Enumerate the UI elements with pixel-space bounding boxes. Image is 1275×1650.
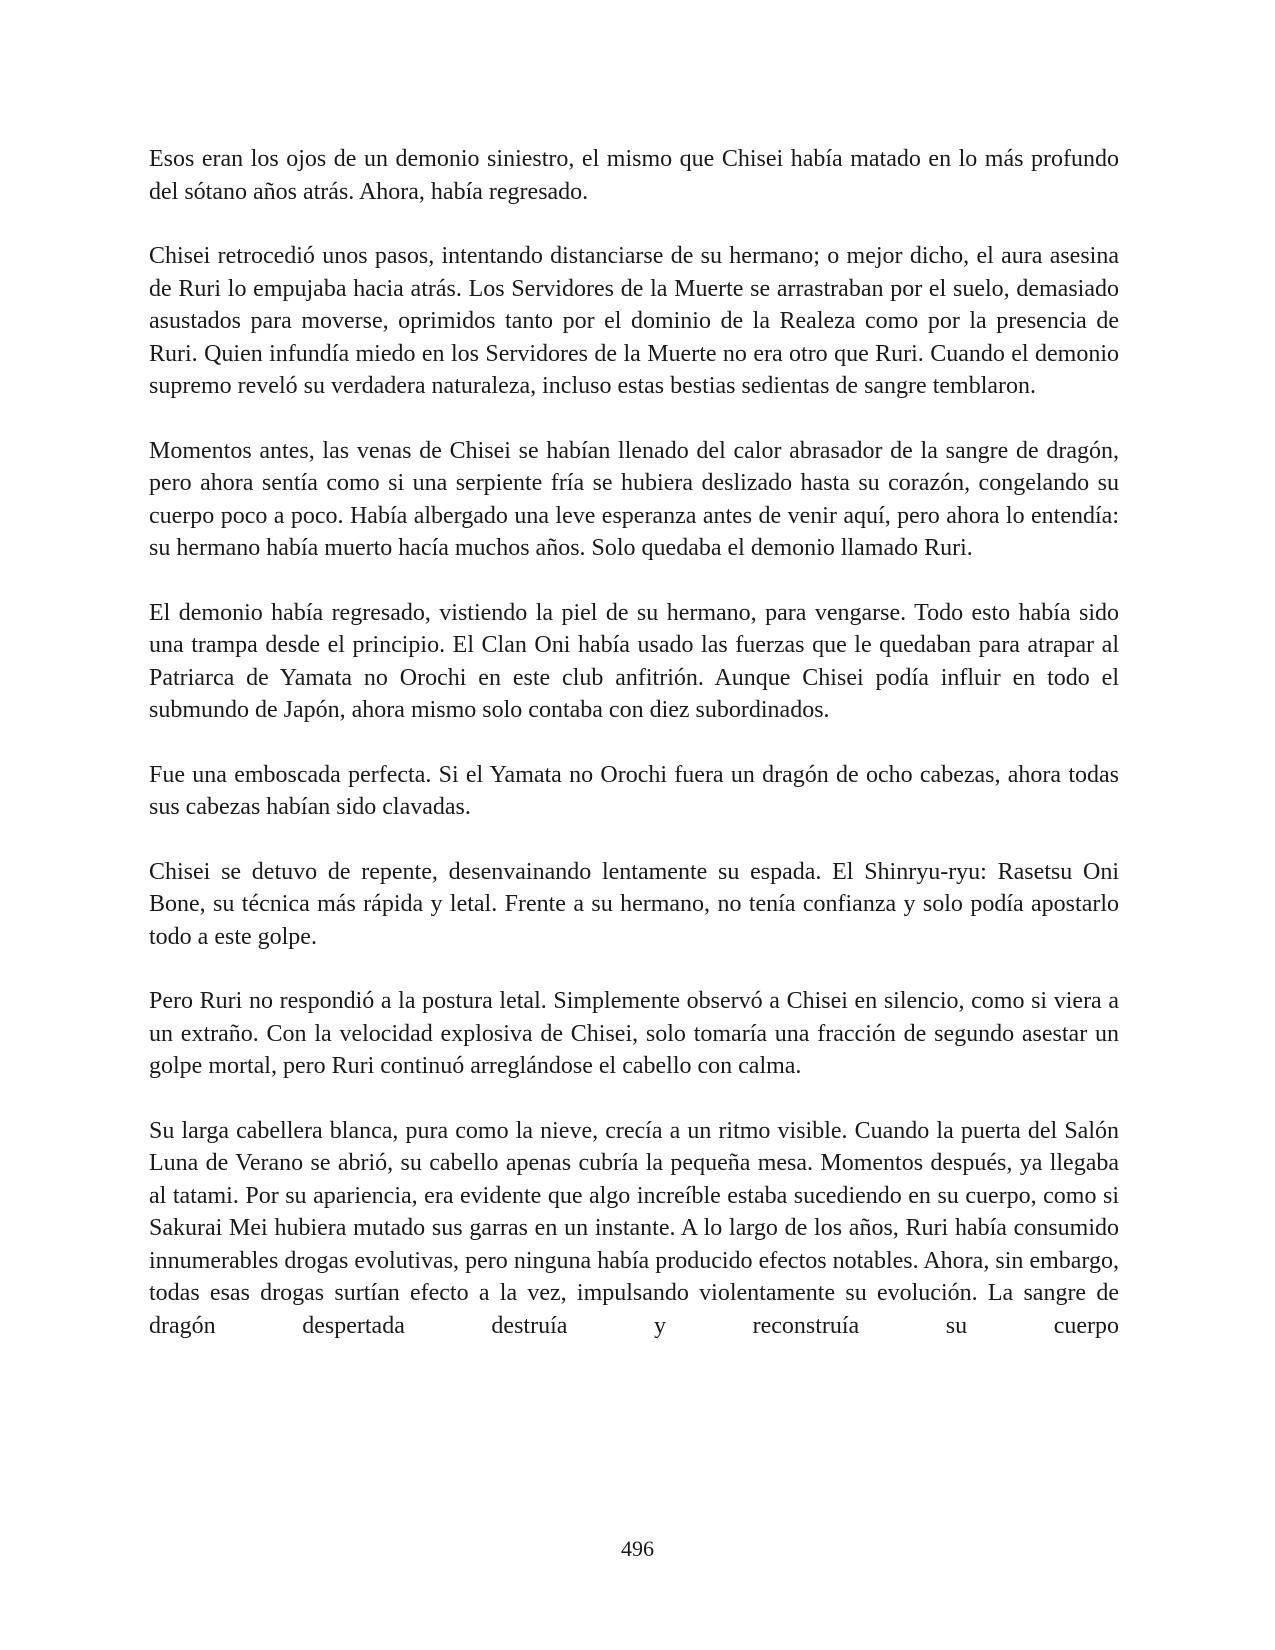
paragraph-1: Esos eran los ojos de un demonio siniestro, el mismo que Chisei había matado en lo más profundo del sótano años atrás. Ahora, había regresado. [149,146,1119,205]
body-text [149,143,1119,1342]
paragraph-2: Chisei retrocedió unos pasos, intentando distanciarse de su hermano; o mejor dicho, el aura asesina de Ruri lo empujaba hacia atrás. Los Servidores de la Muerte se arrastraban por el suelo, demasiado asustados para moverse, oprimidos tanto por el dominio de la Realeza como por la presencia de Ruri. Quien infundía miedo en los Servidores de la Muerte no era otro que Ruri. Cuando el demonio supremo reveló su verdadera naturaleza, incluso estas bestias sedientas de sangre temblaron. [149,243,1119,399]
page-number: 496 [621,1536,654,1561]
paragraph-4: El demonio había regresado, vistiendo la piel de su hermano, para vengarse. Todo esto había sido una trampa desde el principio. El Clan Oni había usado las fuerzas que le quedaban para atrapar al Patriarca de Yamata no Orochi en este club anfitrión. Aunque Chisei podía influir en todo el submundo de Japón, ahora mismo solo contaba con diez subordinados. [149,599,1119,723]
paragraph-6: Chisei se detuvo de repente, desenvainando lentamente su espada. El Shinryu-ryu: Rasetsu Oni Bone, su técnica más rápida y letal. Frente a su hermano, no tenía confianza y solo podía apostarlo todo a este golpe. [149,858,1119,950]
paragraph-8: Su larga cabellera blanca, pura como la nieve, crecía a un ritmo visible. Cuando la puerta del Salón Luna de Verano se abrió, su cabello apenas cubría la pequeña mesa. Momentos después, ya llegaba al tatami. Por su apariencia, era evidente que algo increíble estaba sucediendo en su cuerpo, como si Sakurai Mei hubiera mutado sus garras en un instante. A lo largo de los años, Ruri había consumido innumerables drogas evolutivas, pero ninguna había producido efectos notables. Ahora, sin embargo, todas esas drogas surtían efecto a la vez, impulsando violentamente su evolución. La sangre de dragón despertada destruía y reconstruía su cuerpo [149,1117,1119,1339]
paragraph-7: Pero Ruri no respondió a la postura letal. Simplemente observó a Chisei en silencio, como si viera a un extraño. Con la velocidad explosiva de Chisei, solo tomaría una fracción de segundo asestar un golpe mortal, pero Ruri continuó arreglándose el cabello con calma. [149,988,1119,1079]
paragraph-3: Momentos antes, las venas de Chisei se habían llenado del calor abrasador de la sangre de dragón, pero ahora sentía como si una serpiente fría se hubiera deslizado hasta su corazón, congelando su cuerpo poco a poco. Había albergado una leve esperanza antes de venir aquí, pero ahora lo entendía: su hermano había muerto hacía muchos años. Solo quedaba el demonio llamado Ruri. [149,437,1119,561]
paragraph-5: Fue una emboscada perfecta. Si el Yamata no Orochi fuera un dragón de ocho cabezas, ahora todas sus cabezas habían sido clavadas. [149,761,1119,820]
